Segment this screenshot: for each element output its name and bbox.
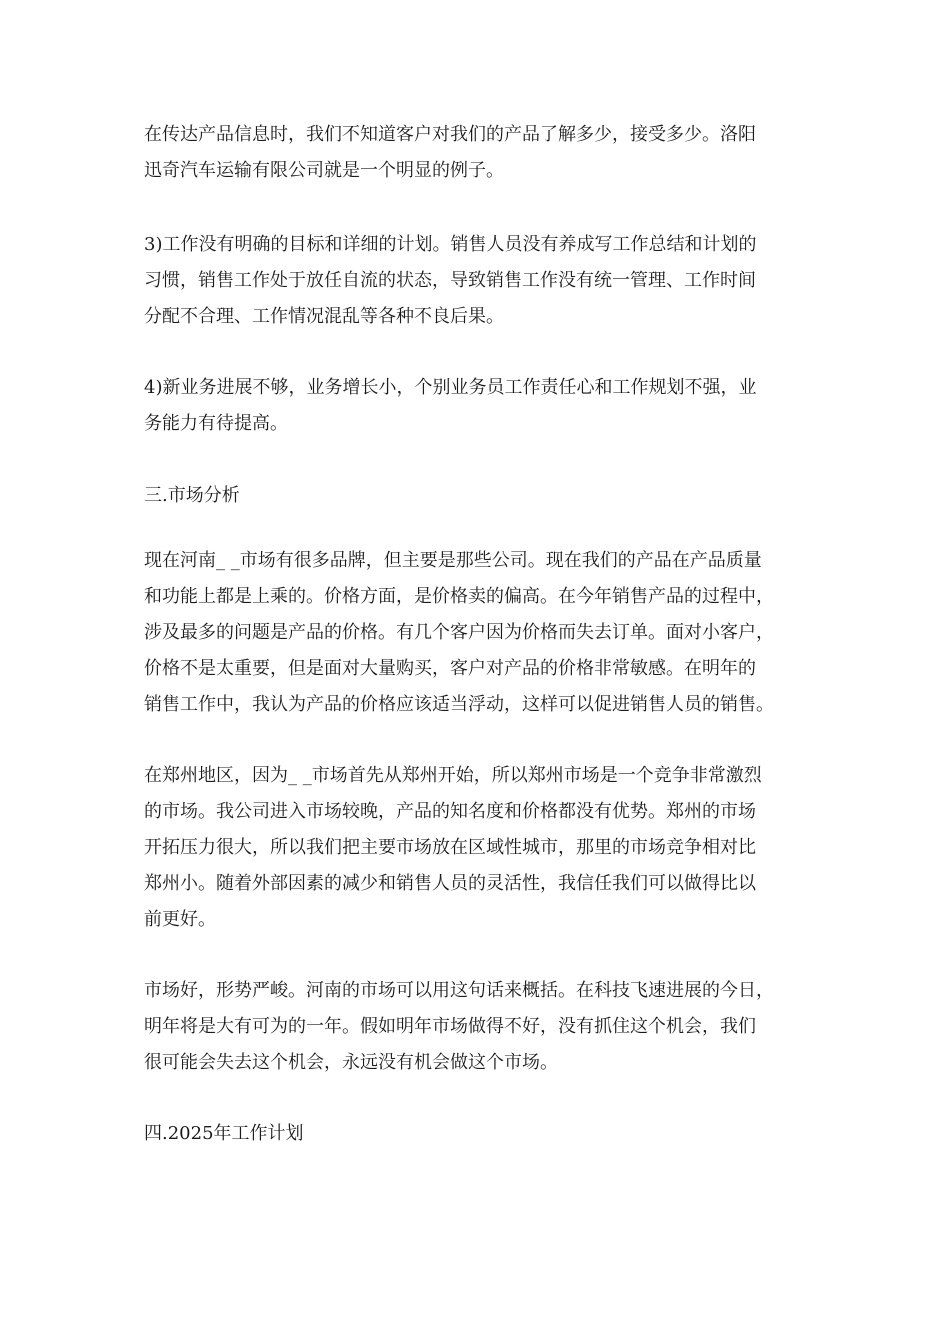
text-line: 销售工作中，我认为产品的价格应该适当浮动，这样可以促进销售人员的销售。 bbox=[144, 694, 774, 715]
text-line: 明年将是大有可为的一年。假如明年市场做得不好，没有抓住这个机会，我们 bbox=[144, 1016, 756, 1037]
text-line: 分配不合理、工作情况混乱等各种不良后果。 bbox=[144, 306, 504, 327]
text-line: 的市场。我公司进入市场较晚，产品的知名度和价格都没有优势。郑州的市场 bbox=[144, 801, 756, 822]
text-line: 在郑州地区，因为_ _市场首先从郑州开始，所以郑州市场是一个竞争非常激烈 bbox=[144, 765, 762, 786]
text-line: 迅奇汽车运输有限公司就是一个明显的例子。 bbox=[144, 160, 504, 181]
heading-line: 三.市场分析 bbox=[144, 485, 240, 506]
paragraph-zhengzhou-market bbox=[144, 758, 814, 938]
text-line: 很可能会失去这个机会，永远没有机会做这个市场。 bbox=[144, 1052, 558, 1073]
text-line: 价格不是太重要，但是面对大量购买，客户对产品的价格非常敏感。在明年的 bbox=[144, 658, 756, 679]
text-line: 习惯，销售工作处于放任自流的状态，导致销售工作没有统一管理、工作时间 bbox=[144, 270, 756, 291]
paragraph-henan-market bbox=[144, 543, 814, 723]
text-line: 涉及最多的问题是产品的价格。有几个客户因为价格而失去订单。面对小客户， bbox=[144, 622, 774, 643]
text-line: 和功能上都是上乘的。价格方面，是价格卖的偏高。在今年销售产品的过程中， bbox=[144, 586, 774, 607]
text-line: 务能力有待提高。 bbox=[144, 413, 288, 434]
paragraph-market-outlook bbox=[144, 973, 814, 1081]
text-line: 4)新业务进展不够，业务增长小，个别业务员工作责任心和工作规划不强，业 bbox=[144, 377, 757, 398]
text-line: 郑州小。随着外部因素的减少和销售人员的灵活性，我信任我们可以做得比以 bbox=[144, 873, 756, 894]
paragraph-item-4 bbox=[144, 370, 814, 442]
heading-line: 四.2025年工作计划 bbox=[144, 1123, 304, 1144]
text-line: 在传达产品信息时，我们不知道客户对我们的产品了解多少，接受多少。洛阳 bbox=[144, 124, 756, 145]
section-heading-market-analysis bbox=[144, 478, 814, 514]
text-line: 前更好。 bbox=[144, 909, 216, 930]
text-line: 现在河南_ _市场有很多品牌，但主要是那些公司。现在我们的产品在产品质量 bbox=[144, 550, 762, 571]
text-line: 开拓压力很大，所以我们把主要市场放在区域性城市，那里的市场竞争相对比 bbox=[144, 837, 756, 858]
paragraph-item-3 bbox=[144, 227, 814, 335]
text-line: 市场好，形势严峻。河南的市场可以用这句话来概括。在科技飞速进展的今日， bbox=[144, 980, 774, 1001]
paragraph-customer-info bbox=[144, 117, 814, 189]
section-heading-work-plan bbox=[144, 1116, 814, 1152]
text-line: 3)工作没有明确的目标和详细的计划。销售人员没有养成写工作总结和计划的 bbox=[144, 234, 757, 255]
